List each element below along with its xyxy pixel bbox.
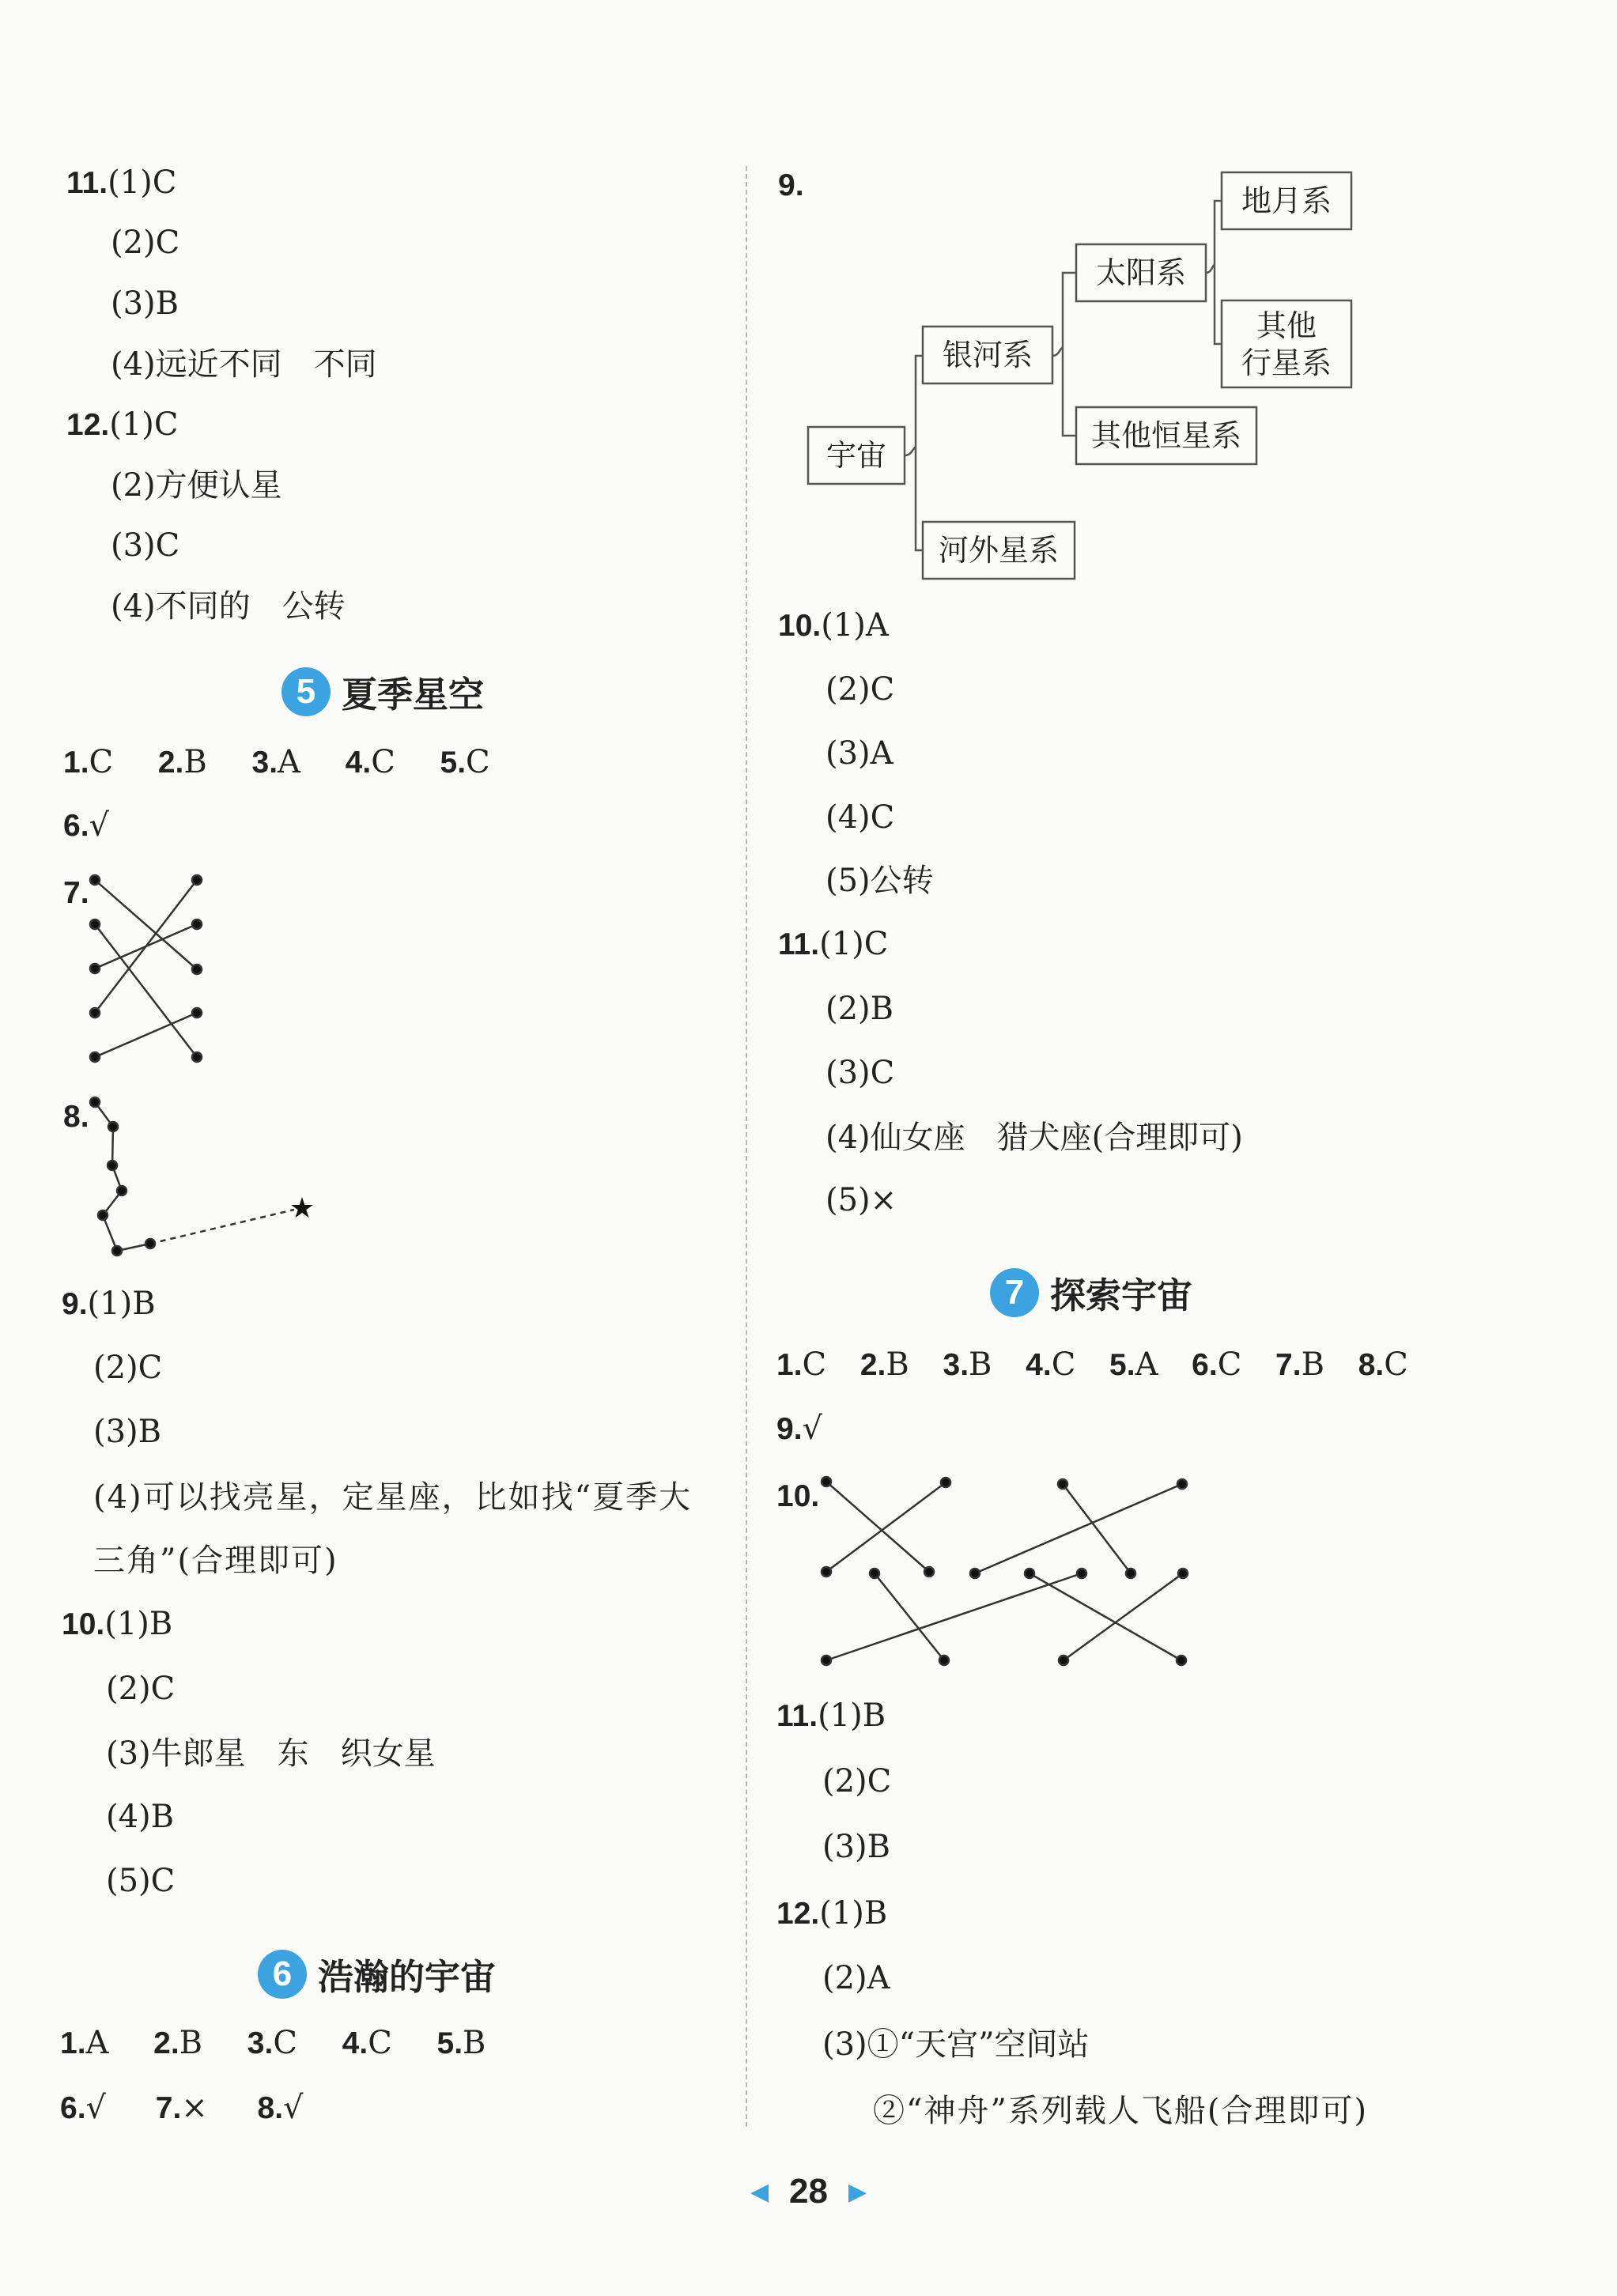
answer-line: (2)C (106, 1671, 176, 1707)
answer-line: (3)C (826, 1055, 895, 1091)
answer-line: (3)牛郎星 东 织女星 (106, 1735, 436, 1772)
node-solar-system: 太阳系 (1095, 255, 1187, 290)
constellation-q8 (90, 1097, 315, 1256)
dot (192, 965, 202, 974)
answer-line: (2)C (93, 1350, 163, 1386)
dot (1025, 1569, 1034, 1578)
section-number-badge: 7 (990, 1268, 1039, 1317)
node-other-stellar: 其他恒星系 (1090, 418, 1242, 453)
dot (870, 1569, 879, 1578)
match-line (826, 1482, 929, 1572)
section-title: 浩瀚的宇宙 (318, 1956, 497, 1998)
answer-line: (3)B (93, 1414, 162, 1450)
answer-line: (4)不同的 公转 (111, 588, 346, 625)
answer-row: 1.C 2.B 3.A 4.C 5.C (63, 744, 490, 780)
match-line (875, 1573, 944, 1660)
prev-page-icon[interactable]: ◀ (750, 2177, 769, 2206)
star-dot (90, 1097, 100, 1107)
answer-line: (2)方便认星 (111, 467, 282, 504)
answer-line: 10.(1)B (62, 1606, 173, 1642)
dot (1177, 1479, 1187, 1489)
dot (1178, 1569, 1188, 1578)
match-line (1064, 1573, 1183, 1660)
answer-line: 11.(1)C (66, 164, 177, 201)
node-other-planetary-line2: 行星系 (1241, 346, 1332, 380)
dot (90, 1052, 100, 1062)
answer-line: (4)B (106, 1799, 175, 1835)
dot (90, 1008, 100, 1018)
dot (192, 1008, 202, 1018)
answer-line: 11.(1)B (776, 1697, 886, 1734)
section-title: 探索宇宙 (1050, 1275, 1193, 1316)
dot (939, 1656, 949, 1665)
bracket-universe (905, 356, 923, 550)
next-page-icon[interactable]: ▶ (848, 2177, 867, 2206)
answer-line: (4)C (826, 799, 895, 836)
page-number: 28 (789, 2172, 828, 2211)
dot (822, 1656, 831, 1665)
dot (941, 1478, 950, 1487)
dot (822, 1477, 831, 1486)
dot (90, 964, 100, 973)
dot (1077, 1569, 1086, 1578)
match-line (95, 880, 197, 1013)
answer-line: 10.(1)A (778, 607, 889, 644)
answer-line: 9.√ (776, 1410, 823, 1447)
dot (1058, 1479, 1067, 1489)
answer-line: (3)①“天宫”空间站 (822, 2026, 1090, 2063)
dot (90, 875, 100, 885)
node-earth-moon: 地月系 (1241, 183, 1332, 218)
answer-line: (2)C (826, 671, 895, 708)
match-line (1030, 1573, 1181, 1660)
answer-line: ②“神舟”系列载人飞船(合理即可) (873, 2093, 1369, 2129)
answer-line: (3)A (826, 735, 894, 772)
matching-lines-q10 (822, 1477, 1188, 1665)
match-line (95, 880, 197, 969)
answer-row: 6.√ 7.× 8.√ (60, 2090, 304, 2126)
constellation-line (95, 1102, 150, 1251)
match-line (1063, 1484, 1131, 1573)
answer-line: (5)公转 (826, 863, 934, 899)
star-dot (112, 1246, 122, 1256)
matching-lines-q7 (90, 875, 202, 1062)
dot (192, 875, 202, 885)
node-other-planetary-line1: 其他 (1256, 308, 1317, 343)
answer-line: 三角”(合理即可) (93, 1543, 338, 1579)
answer-line: 7. (63, 876, 89, 910)
node-galaxy: 银河系 (942, 338, 1033, 372)
section-number-badge: 5 (281, 667, 331, 716)
answer-line: 8. (63, 1100, 89, 1134)
node-universe: 宇宙 (826, 438, 887, 473)
universe-diagram-labels (826, 183, 1332, 568)
answer-line: (5)× (826, 1182, 897, 1218)
star-dot (108, 1161, 117, 1170)
star-dot (108, 1122, 118, 1131)
node-extragalactic: 河外星系 (938, 533, 1060, 568)
answer-line: (4)仙女座 猎犬座(合理即可) (826, 1120, 1243, 1156)
dot (970, 1569, 980, 1578)
answer-line: (4)可以找亮星，定星座，比如找“夏季大 (93, 1479, 693, 1516)
page-number-footer (0, 2168, 1617, 2215)
dot (192, 920, 202, 929)
answer-line: (3)B (822, 1829, 891, 1865)
match-line (826, 1573, 1082, 1660)
answer-line: (2)C (822, 1763, 892, 1799)
dot (822, 1567, 831, 1577)
answer-line: (3)B (111, 285, 179, 322)
answer-line: (5)C (106, 1863, 176, 1899)
dot (1177, 1656, 1186, 1665)
answer-line: 12.(1)C (66, 406, 179, 443)
star-icon: ★ (289, 1192, 315, 1225)
match-line (826, 1482, 946, 1572)
answer-line: 6.√ (63, 807, 110, 844)
answer-line: (2)C (111, 225, 180, 261)
answer-line: 11.(1)C (778, 926, 889, 962)
bracket-galaxy (1052, 273, 1076, 436)
answer-line: (2)A (822, 1960, 890, 1996)
dot (924, 1567, 934, 1577)
star-dot (117, 1186, 127, 1195)
answer-line: (3)C (111, 527, 180, 564)
star-dot (145, 1239, 155, 1248)
answer-row: 1.C 2.B 3.B 4.C 5.A 6.C 7.B 8.C (776, 1346, 1408, 1383)
answer-line: 9.(1)B (62, 1286, 156, 1322)
match-line (975, 1484, 1182, 1573)
star-dot (98, 1210, 108, 1220)
pointer-dashed-line (150, 1210, 294, 1244)
dot (90, 920, 100, 929)
match-line (95, 924, 197, 1057)
section-title: 夏季星空 (342, 674, 485, 716)
answer-line: (2)B (826, 991, 894, 1027)
answer-line: 12.(1)B (776, 1895, 888, 1932)
dot (1126, 1569, 1135, 1578)
dot (1059, 1656, 1068, 1665)
match-line (95, 1013, 197, 1057)
answer-line: 9. (778, 168, 804, 202)
bracket-solar-system (1206, 201, 1222, 344)
answer-line: (4)远近不同 不同 (111, 346, 377, 383)
dot (192, 1052, 202, 1062)
section-number-badge: 6 (258, 1950, 307, 1999)
answer-line: 10. (776, 1479, 820, 1513)
answer-row: 1.A 2.B 3.C 4.C 5.B (60, 2025, 486, 2061)
